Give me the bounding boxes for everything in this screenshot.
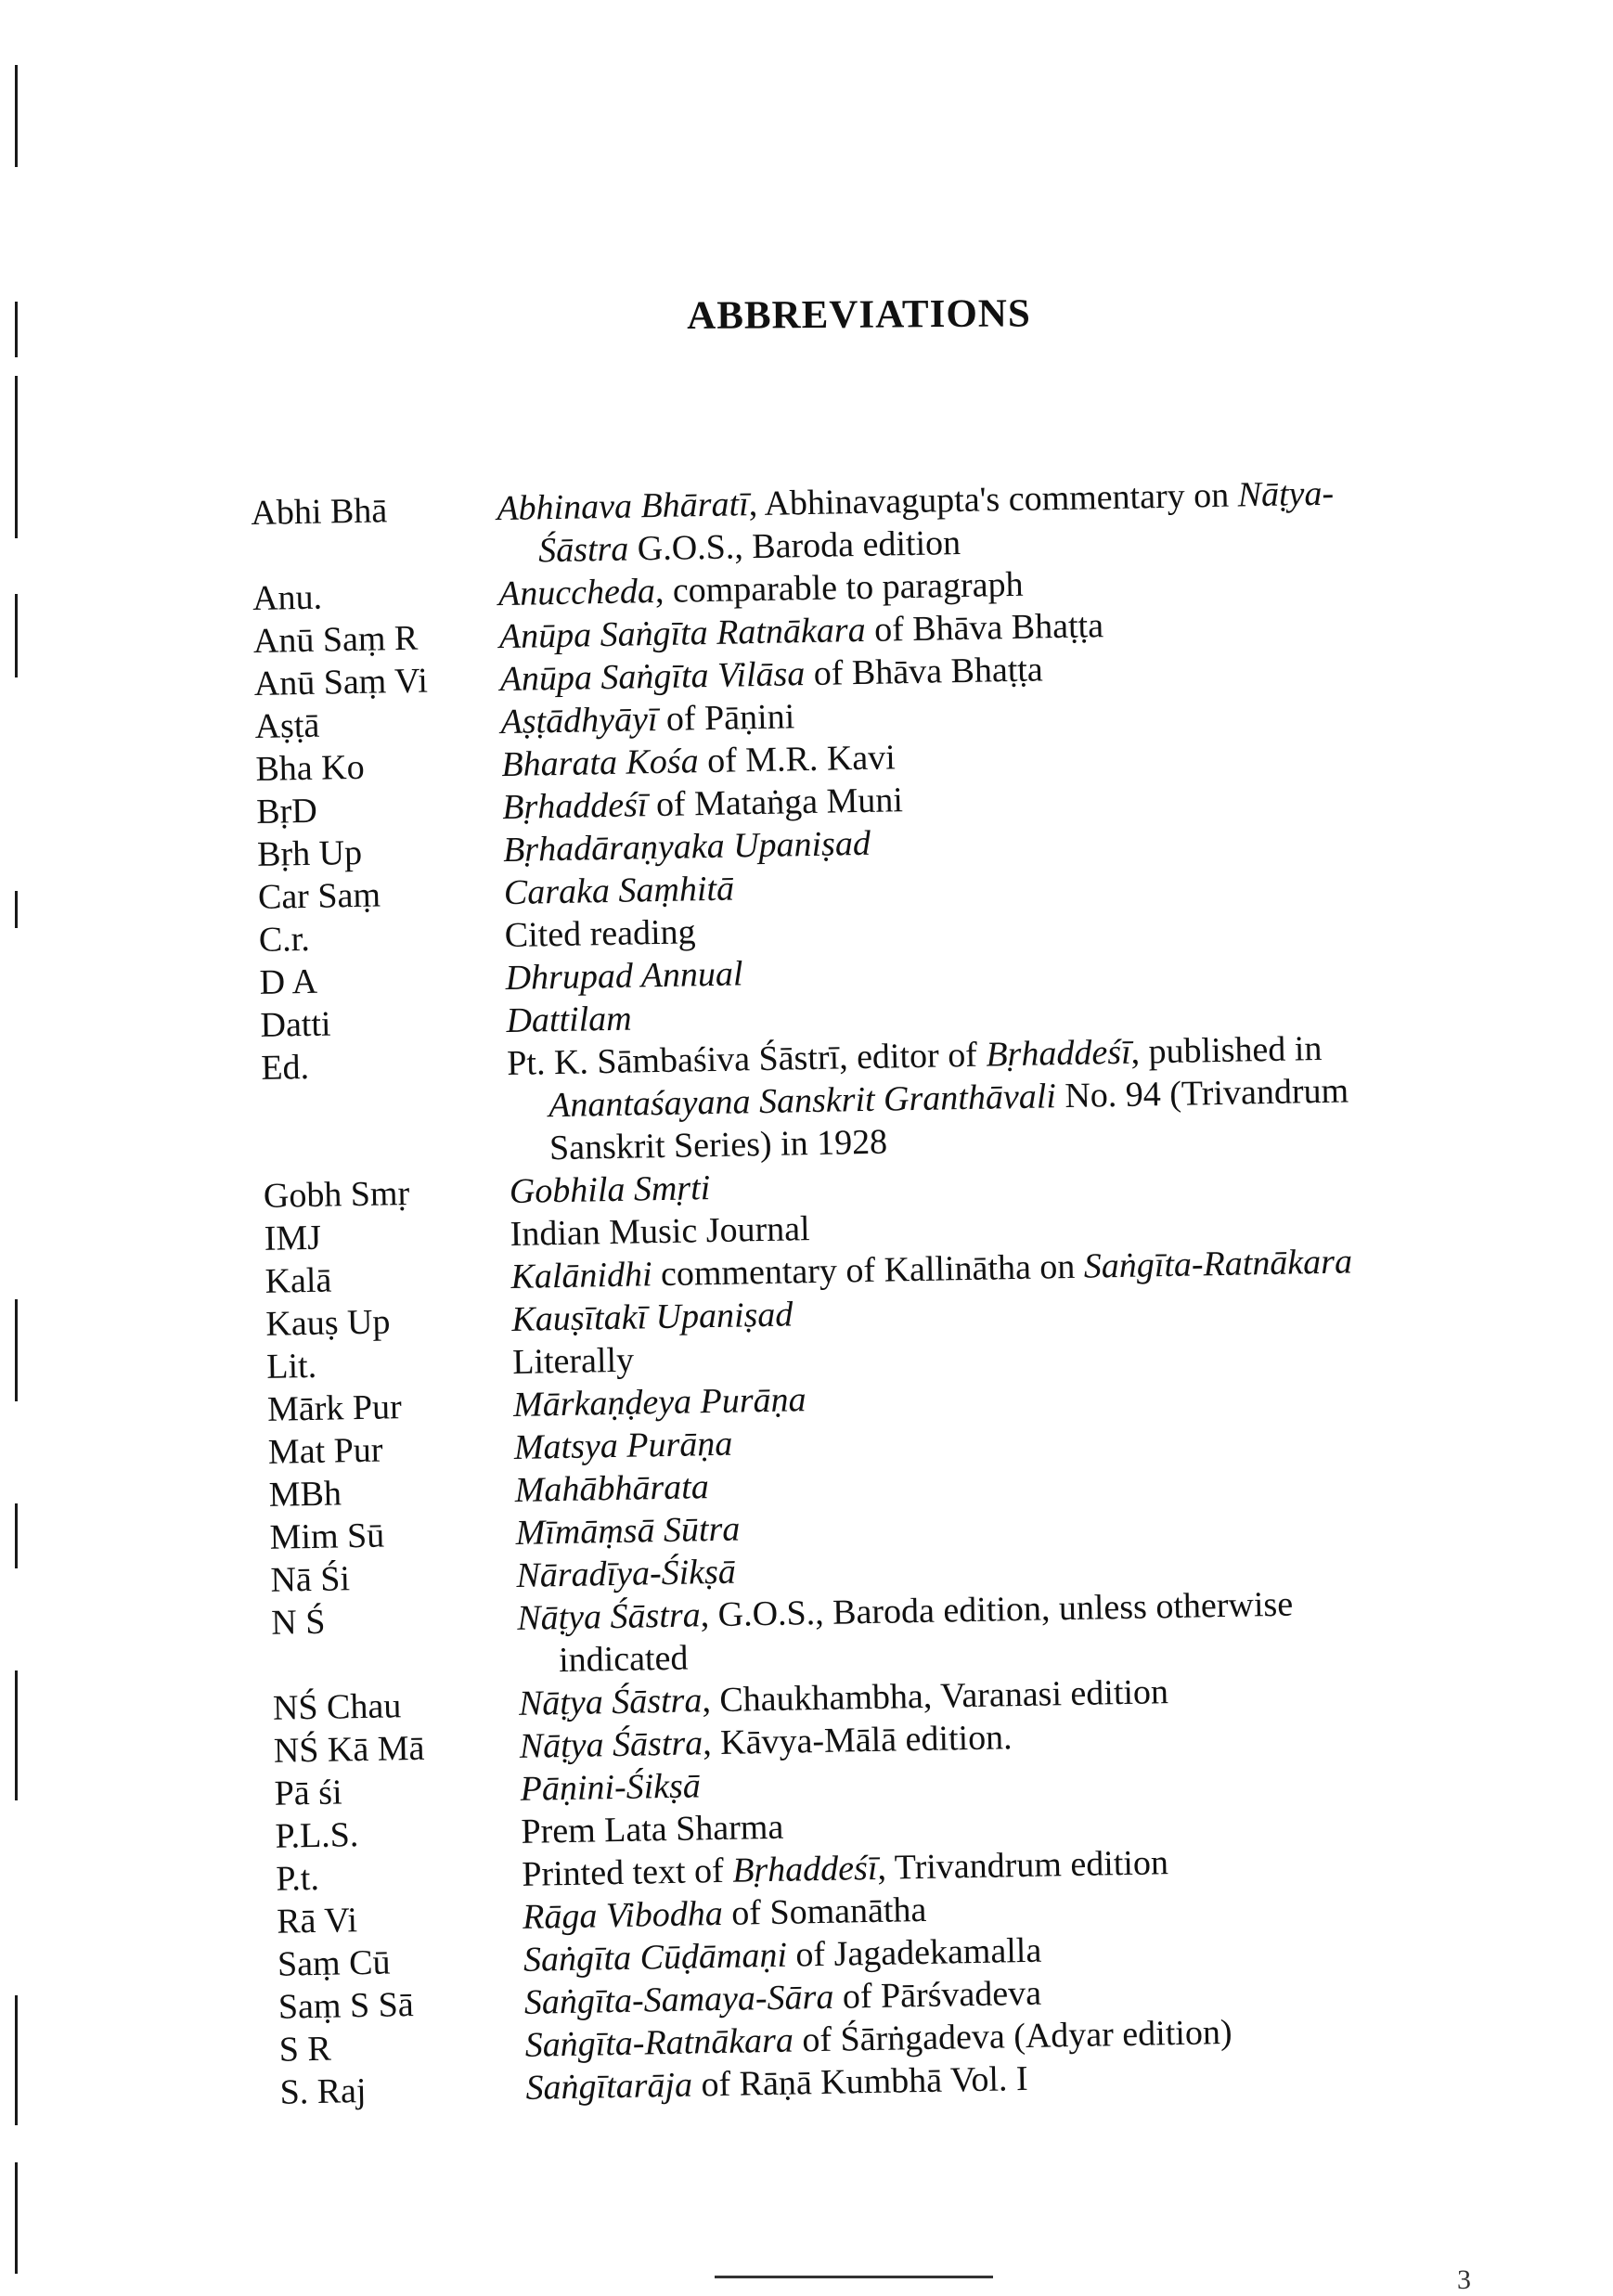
abbreviation-term: D A — [259, 961, 318, 1002]
work-title: Anuccheda — [497, 572, 656, 614]
abbreviation-term: Mārk Pur — [266, 1387, 403, 1429]
scan-margin-line — [15, 302, 18, 357]
scan-margin-line — [15, 376, 18, 538]
abbreviation-term: Mat Pur — [267, 1430, 383, 1472]
abbreviation-term: C.r. — [258, 919, 311, 960]
work-title: Bṛhadāraṇyaka Upaniṣad — [502, 823, 871, 871]
work-title: Saṅgīta Cūḍāmaṇi — [523, 1935, 788, 1980]
scan-margin-line — [15, 1503, 18, 1568]
scan-margin-line — [15, 891, 18, 928]
definition-text: of Pārśvadeva — [832, 1973, 1042, 2017]
work-title: Mīmāṃsā Sūtra — [515, 1509, 741, 1553]
definition-text: of Bhāva Bhaṭṭa — [865, 606, 1104, 650]
abbreviation-term: Saṃ Cū — [277, 1942, 391, 1984]
definition-text: of Somanātha — [722, 1890, 927, 1933]
definition-text: , comparable to paragraph — [654, 564, 1024, 612]
work-title: Nāṭya Śāstra — [519, 1723, 703, 1766]
work-title: Anūpa Saṅgīta Ratnākara — [498, 610, 866, 657]
work-title: Gobhila Smṛti — [509, 1168, 711, 1212]
work-title: Kauṣītakī Upaniṣad — [511, 1295, 794, 1339]
work-title: Kalānidhi — [510, 1255, 652, 1296]
abbreviation-term: Ed. — [260, 1047, 310, 1088]
abbreviation-entry — [261, 1025, 1469, 1175]
definition-text: of Mataṅga Muni — [647, 780, 904, 825]
work-title: Pāṇini-Śikṣā — [520, 1766, 702, 1809]
work-title: Śāstra — [537, 529, 629, 571]
work-title: Nāradīya-Śikṣā — [516, 1552, 737, 1595]
work-title: Saṅgīta-Ratnākara — [1083, 1242, 1353, 1286]
definition-text: Cited reading — [504, 912, 696, 956]
definition-text: , G.O.S., Baroda edition, unless otherwise — [700, 1584, 1294, 1635]
work-title: Nāṭya Śāstra — [518, 1681, 703, 1723]
abbreviation-term: Mim Sū — [269, 1516, 385, 1557]
work-title: Saṅgīta-Ratnākara — [524, 2020, 794, 2065]
work-title: Dhrupad Annual — [505, 954, 743, 999]
scan-margin-line — [15, 1995, 18, 2125]
definition-text: Printed text of — [521, 1851, 733, 1894]
abbreviation-term: Saṃ S Sā — [277, 1985, 414, 2027]
work-title: Anantaśayana Sanskrit Granthāvali — [548, 1077, 1057, 1126]
definition-text: Prem Lata Sharma — [521, 1807, 784, 1851]
work-title: Bṛhaddeśī — [731, 1848, 878, 1890]
work-title: Nāṭya Śāstra — [516, 1595, 702, 1638]
footer-mark: 3 — [1457, 2264, 1471, 2295]
footer-rule — [715, 2276, 993, 2278]
work-title: Saṅgītarāja — [525, 2065, 693, 2108]
definition-text: commentary of Kallinātha on — [652, 1246, 1085, 1295]
work-title: Mahābhārata — [514, 1467, 710, 1510]
scan-margin-line — [15, 1299, 18, 1401]
abbreviation-term: Gobh Smṛ — [263, 1173, 410, 1216]
work-title: Aṣṭādhyāyī — [500, 700, 658, 742]
definition-text: G.O.S., Baroda edition — [627, 522, 961, 569]
abbreviation-term: Anū Saṃ Vi — [253, 661, 429, 703]
abbreviation-term: NŚ Kā Mā — [273, 1728, 425, 1771]
work-title: Mārkaṇḍeya Purāṇa — [512, 1380, 806, 1425]
definition-text: of Śārṅgadeva (Adyar edition) — [793, 2012, 1232, 2060]
definition-text: Indian Music Journal — [510, 1209, 810, 1255]
abbreviation-term: N Ś — [270, 1602, 326, 1643]
abbreviation-term: Bṛh Up — [256, 832, 363, 874]
abbreviation-term: Nā Śi — [270, 1559, 351, 1600]
abbreviation-term: NŚ Chau — [272, 1686, 402, 1728]
work-title: Anūpa Saṅgīta Vilāsa — [499, 654, 806, 700]
abbreviation-term: Kalā — [265, 1260, 332, 1301]
definition-text: of M.R. Kavi — [698, 738, 897, 781]
abbreviation-term: Anū Saṃ R — [252, 618, 419, 661]
work-title: Bharata Kośa — [501, 742, 699, 785]
abbreviation-term: IMJ — [264, 1218, 322, 1258]
definition-text: , Kāvya-Mālā edition. — [702, 1718, 1013, 1763]
page-title: ABBREVIATIONS — [687, 291, 1031, 338]
abbreviation-list — [251, 470, 1487, 2114]
work-title: Bṛhaddeśī — [501, 785, 648, 828]
work-title: Abhinava Bhāratī — [496, 484, 749, 529]
abbreviation-definition — [507, 1025, 1469, 1170]
abbreviation-term: Lit. — [265, 1346, 317, 1387]
definition-text: of Bhāva Bhaṭṭa — [804, 650, 1044, 694]
definition-text: of Rāṇā Kumbhā Vol. I — [691, 2058, 1029, 2105]
abbreviation-term: Abhi Bhā — [251, 491, 388, 533]
abbreviation-term: P.t. — [276, 1858, 320, 1899]
scan-margin-line — [15, 2162, 18, 2274]
definition-text: , Chaukhambha, Varanasi edition — [701, 1672, 1169, 1721]
scan-margin-line — [15, 1670, 18, 1800]
abbreviation-term: Car Saṃ — [257, 875, 381, 917]
work-title: Saṅgīta-Samaya-Sāra — [523, 1977, 834, 2022]
scan-margin-line — [15, 594, 18, 677]
definition-text: , Abhinavagupta's commentary on — [748, 475, 1239, 524]
abbreviation-term: P.L.S. — [275, 1815, 359, 1856]
abbreviation-term: Aṣṭā — [254, 705, 320, 746]
definition-text: of Pāṇini — [657, 697, 795, 740]
abbreviation-term: S. Raj — [279, 2071, 367, 2112]
definition-text: No. 94 (Trivandrum — [1055, 1071, 1349, 1116]
abbreviation-term: Datti — [260, 1004, 331, 1045]
definition-text: Pt. K. Sāmbaśiva Śāstrī, editor of — [506, 1035, 987, 1084]
work-title: Rāga Vibodha — [522, 1893, 724, 1937]
work-title: Caraka Saṃhitā — [503, 869, 735, 913]
abbreviation-term: S R — [278, 2029, 332, 2070]
abbreviation-term: Bha Ko — [255, 747, 366, 789]
scan-margin-line — [15, 65, 18, 167]
definition-text: , published in — [1130, 1028, 1323, 1072]
definition-text: Sanskrit Series) in 1928 — [548, 1122, 888, 1168]
abbreviation-term: BṛD — [255, 791, 318, 832]
abbreviation-term: Rā Vi — [276, 1901, 358, 1941]
work-title: Nāṭya- — [1237, 473, 1335, 515]
work-title: Bṛhaddeśī — [985, 1032, 1131, 1075]
abbreviation-term: Kauṣ Up — [265, 1302, 391, 1344]
abbreviation-term: MBh — [268, 1474, 342, 1515]
definition-text: , Trivandrum edition — [877, 1843, 1169, 1888]
work-title: Matsya Purāṇa — [513, 1424, 733, 1467]
definition-text: of Jagadekamalla — [786, 1930, 1042, 1975]
abbreviation-term: Anu. — [252, 577, 323, 618]
work-title: Dattilam — [506, 999, 632, 1041]
definition-text: indicated — [558, 1638, 689, 1681]
abbreviation-term: Pā śi — [274, 1773, 342, 1813]
definition-text: Literally — [511, 1340, 635, 1382]
